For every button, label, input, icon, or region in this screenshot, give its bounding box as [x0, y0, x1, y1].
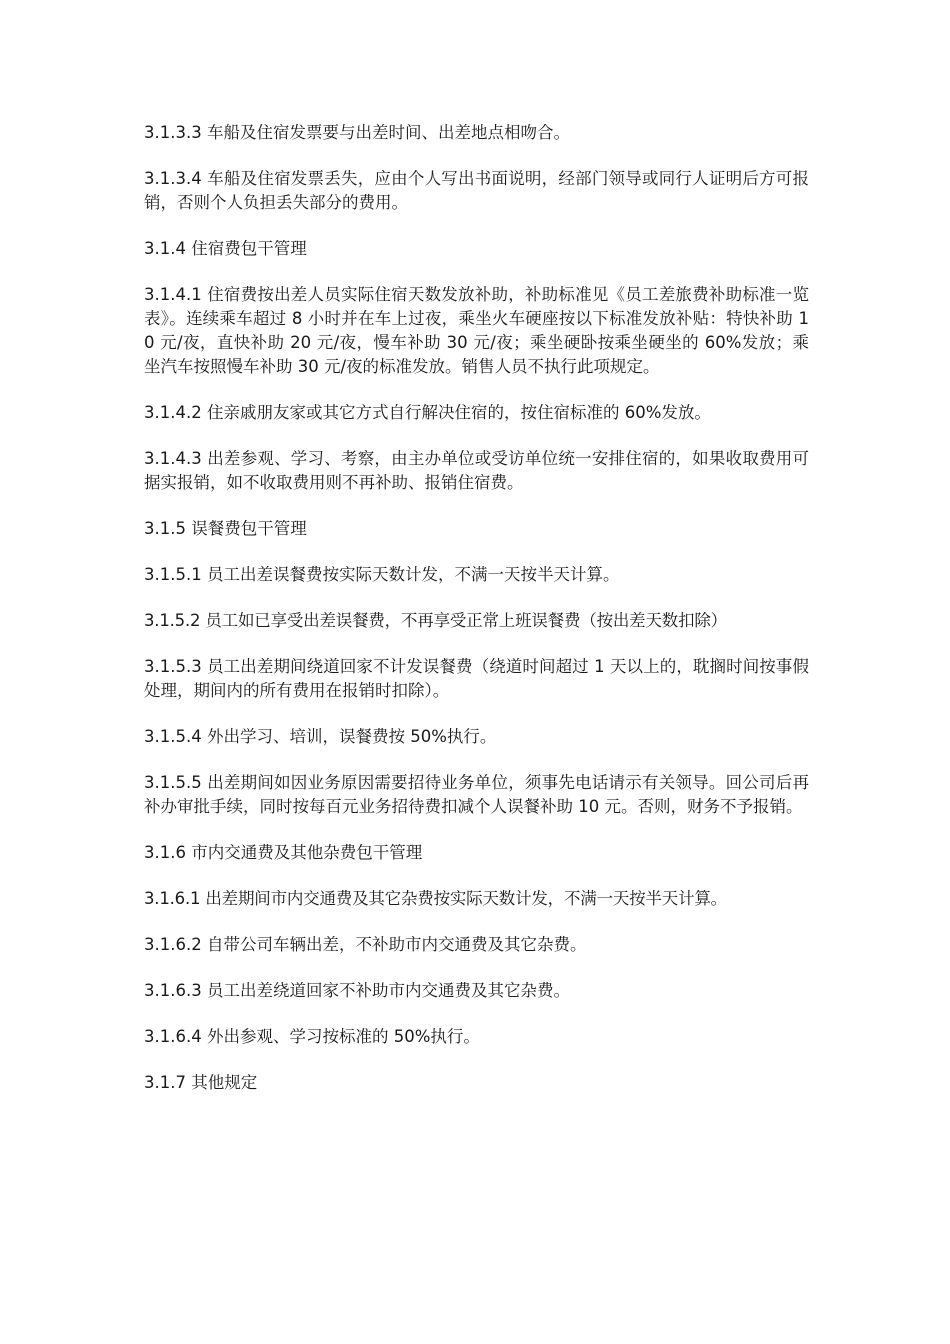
paragraph-3-1-3-4: 3.1.3.4 车船及住宿发票丢失，应由个人写出书面说明，经部门领导或同行人证明后方可报销，否则个人负担丢失部分的费用。: [144, 169, 809, 212]
paragraph-3-1-5-1: 3.1.5.1 员工出差误餐费按实际天数计发，不满一天按半天计算。: [144, 565, 620, 584]
paragraph-3-1-5-4: 3.1.5.4 外出学习、培训，误餐费按 50%执行。: [144, 727, 497, 746]
paragraph-3-1-5-3: 3.1.5.3 员工出差期间绕道回家不计发误餐费（绕道时间超过 1 天以上的，耽搁时间按事假处理，期间内的所有费用在报销时扣除）。: [144, 657, 809, 700]
document-body: [144, 121, 809, 1117]
paragraph-3-1-4-2: 3.1.4.2 住亲戚朋友家或其它方式自行解决住宿的，按住宿标准的 60%发放。: [144, 403, 711, 422]
paragraph-3-1-3-3: 3.1.3.3 车船及住宿发票要与出差时间、出差地点相吻合。: [144, 123, 570, 142]
paragraph-3-1-5-2: 3.1.5.2 员工如已享受出差误餐费，不再享受正常上班误餐费（按出差天数扣除）: [144, 611, 727, 630]
section-heading-3-1-4: 3.1.4 住宿费包干管理: [144, 239, 307, 258]
paragraph-3-1-6-2: 3.1.6.2 自带公司车辆出差，不补助市内交通费及其它杂费。: [144, 935, 587, 954]
section-heading-3-1-5: 3.1.5 误餐费包干管理: [144, 519, 307, 538]
paragraph-3-1-4-1: 3.1.4.1 住宿费按出差人员实际住宿天数发放补助，补助标准见《员工差旅费补助标准一览表》。连续乘车超过 8 小时并在车上过夜，乘坐火车硬座按以下标准发放补贴：特快补助 10 元/夜，直快补助 20 元/夜，慢车补助 30 元/夜；乘坐硬卧按乘坐硬坐的 60%发放；乘坐汽车按照慢车补助 30 元/夜的标准发放。销售人员不执行此项规定。: [144, 285, 809, 376]
section-heading-3-1-7: 3.1.7 其他规定: [144, 1073, 258, 1092]
section-heading-3-1-6: 3.1.6 市内交通费及其他杂费包干管理: [144, 843, 423, 862]
paragraph-3-1-6-1: 3.1.6.1 出差期间市内交通费及其它杂费按实际天数计发，不满一天按半天计算。: [144, 889, 727, 908]
paragraph-3-1-6-3: 3.1.6.3 员工出差绕道回家不补助市内交通费及其它杂费。: [144, 981, 570, 1000]
paragraph-3-1-4-3: 3.1.4.3 出差参观、学习、考察，由主办单位或受访单位统一安排住宿的，如果收取费用可据实报销，如不收取费用则不再补助、报销住宿费。: [144, 449, 809, 492]
paragraph-3-1-5-5: 3.1.5.5 出差期间如因业务原因需要招待业务单位，须事先电话请示有关领导。回公司后再补办审批手续，同时按每百元业务招待费扣减个人误餐补助 10 元。否则，财务不予报销。: [144, 773, 809, 816]
paragraph-3-1-6-4: 3.1.6.4 外出参观、学习按标准的 50%执行。: [144, 1027, 480, 1046]
